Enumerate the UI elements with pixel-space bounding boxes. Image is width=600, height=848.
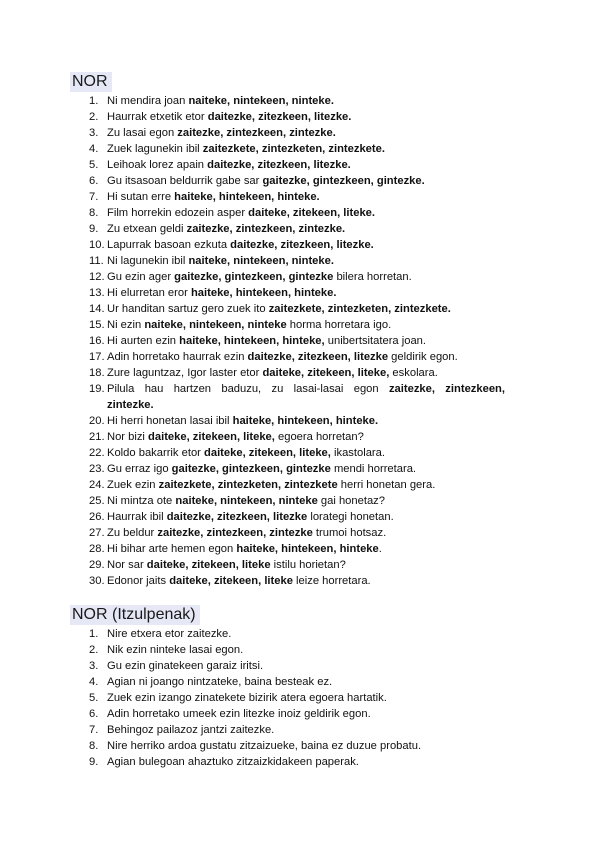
item-number: 27. [89,527,105,539]
item-text-end: unibertsitatera joan. [324,335,427,347]
item-text: Hi bihar arte hemen egon [107,543,237,555]
list-item [89,157,505,173]
item-text: Nire herriko ardoa gustatu zitzaizueke, baina ez duzue probatu. [107,740,422,752]
item-verb-forms: gaitezke, gintezkeen, gintezke. [262,175,425,187]
item-verb-forms: daiteke, zitekeen, liteke [146,559,271,571]
item-number: 26. [89,511,105,523]
item-number: 20. [89,415,105,427]
list-item [89,237,505,253]
item-number: 14. [89,303,105,315]
item-verb-forms: haiteke, hintekeen, hinteke. [232,415,379,427]
list-item [89,642,505,658]
item-number: 15. [89,319,105,331]
item-text: Behingoz pailazoz jantzi zaitezke. [107,724,275,736]
item-number: 24. [89,479,105,491]
translation-list [89,626,505,770]
list-item [89,738,505,754]
item-text: Zu beldur [107,527,158,539]
list-item-continuation [89,397,505,413]
exercise-list [89,93,505,589]
item-verb-forms: zintezke. [107,399,154,411]
item-text: Nik ezin ninteke lasai egon. [107,644,244,656]
item-text: Agian bulegoan ahaztuko zitzaizkidakeen paperak. [107,756,359,768]
list-item [89,317,505,333]
item-text: Zuek ezin izango zinatekete bizirik atera egoera hartatik. [107,692,387,704]
item-text: Hi sutan erre [107,191,175,203]
item-number: 16. [89,335,105,347]
item-text: Hi aurten ezin [107,335,180,347]
item-number: 21. [89,431,105,443]
item-text: Film horrekin edozein asper [107,207,249,219]
item-number: 9. [89,223,99,235]
list-item [89,557,505,573]
item-number: 10. [89,239,105,251]
item-text-end: horma horretara igo. [286,319,392,331]
item-number: 23. [89,463,105,475]
item-number: 6. [89,175,99,187]
list-item [89,493,505,509]
item-text-end: lorategi honetan. [307,511,394,523]
item-verb-forms: daiteke, zitekeen, liteke, [204,447,331,459]
item-text-end: trumoi hotsaz. [312,527,387,539]
item-number: 12. [89,271,105,283]
list-item [89,109,505,125]
item-verb-forms: gaitezke, gintezkeen, gintezke [171,463,331,475]
list-item [89,141,505,157]
item-text-end: mendi horretara. [330,463,417,475]
list-item [89,125,505,141]
item-verb-forms: daiteke, zitekeen, liteke. [248,207,376,219]
item-number: 4. [89,143,99,155]
list-item [89,269,505,285]
item-text: Nor bizi [107,431,149,443]
item-text: Gu erraz igo [107,463,172,475]
item-text: Ur handitan sartuz gero zuek ito [107,303,269,315]
item-verb-forms: haiteke, hintekeen, hinteke [236,543,379,555]
item-number: 3. [89,660,99,672]
list-item [89,626,505,642]
item-verb-forms: zaitezkete, zintezketen, zintezkete. [202,143,385,155]
item-verb-forms: haiteke, hintekeen, hinteke, [179,335,325,347]
item-text: Ni lagunekin ibil [107,255,189,267]
list-item [89,541,505,557]
list-item [89,333,505,349]
item-text: Zure laguntzaz, Igor laster etor [107,367,263,379]
item-text: Adin horretako umeek ezin litezke inoiz geldirik egon. [107,708,371,720]
item-verb-forms: naiteke, nintekeen, ninteke. [188,95,334,107]
item-number: 2. [89,644,99,656]
item-number: 4. [89,676,99,688]
item-verb-forms: daitezke, zitezkeen, litezke. [207,111,352,123]
item-text: Koldo bakarrik etor [107,447,205,459]
list-item [89,381,505,397]
item-text-end: leize horretara. [292,575,371,587]
item-number: 5. [89,159,99,171]
list-item [89,93,505,109]
item-verb-forms: daitezke, zitezkeen, litezke. [207,159,351,171]
item-text-end: . [378,543,382,555]
section-heading-translations: NOR (Itzulpenak) [70,605,200,625]
item-verb-forms: daiteke, zitekeen, liteke, [262,367,390,379]
item-text: Ni ezin [107,319,145,331]
item-text: Edonor jaits [107,575,170,587]
list-item [89,429,505,445]
list-item [89,658,505,674]
item-number: 1. [89,95,99,107]
item-verb-forms: gaitezke, gintezkeen, gintezke [174,271,334,283]
list-item [89,349,505,365]
item-number: 19. [89,383,105,395]
item-number: 6. [89,708,99,720]
item-text: Agian ni joango nintzateke, baina besteak ez. [107,676,333,688]
list-item [89,205,505,221]
item-number: 7. [89,191,99,203]
item-text: Nor sar [107,559,147,571]
item-text: Nire etxera etor zaitezke. [107,628,232,640]
item-text: Zuek ezin [107,479,159,491]
item-text: Pilula hau hartzen baduzu, zu lasai-lasai egon [107,383,389,395]
item-text: Adin horretako haurrak ezin [107,351,248,363]
list-item [89,301,505,317]
item-text: Ni mendira joan [107,95,189,107]
list-item [89,674,505,690]
item-text: Ni mintza ote [107,495,176,507]
item-text: Hi elurretan eror [107,287,191,299]
list-item [89,221,505,237]
item-verb-forms: naiteke, nintekeen, ninteke [144,319,287,331]
item-number: 29. [89,559,105,571]
item-text: Gu itsasoan beldurrik gabe sar [107,175,263,187]
item-text-end: istilu horietan? [270,559,346,571]
item-text: Gu ezin ager [107,271,175,283]
list-item [89,365,505,381]
item-text-end: ikastolara. [330,447,385,459]
item-number: 30. [89,575,105,587]
item-verb-forms: zaitezkete, zintezketen, zintezkete [158,479,338,491]
item-text: Leihoak lorez apain [107,159,208,171]
item-text: Zuek lagunekin ibil [107,143,203,155]
list-item [89,253,505,269]
list-item [89,690,505,706]
list-item [89,525,505,541]
item-number: 18. [89,367,105,379]
item-number: 3. [89,127,99,139]
item-text-end: bilera horretan. [333,271,412,283]
item-text-end: geldirik egon. [388,351,458,363]
item-verb-forms: haiteke, hintekeen, hinteke. [174,191,320,203]
item-verb-forms: zaitezke, zintezkeen, zintezke. [177,127,336,139]
item-number: 28. [89,543,105,555]
item-text: Gu ezin ginatekeen garaiz iritsi. [107,660,264,672]
item-text: Zu lasai egon [107,127,178,139]
list-item [89,573,505,589]
list-item [89,477,505,493]
list-item [89,722,505,738]
item-text: Zu etxean geldi [107,223,187,235]
list-item [89,189,505,205]
item-number: 8. [89,207,99,219]
item-number: 11. [89,255,104,267]
section-heading-nor: NOR [70,72,112,92]
item-verb-forms: daitezke, zitezkeen, litezke [166,511,308,523]
item-verb-forms: daiteke, zitekeen, liteke [169,575,293,587]
item-text: Lapurrak basoan ezkuta [107,239,231,251]
item-verb-forms: daitezke, zitezkeen, litezke [247,351,389,363]
item-verb-forms: haiteke, hintekeen, hinteke. [190,287,337,299]
item-number: 5. [89,692,99,704]
list-item [89,509,505,525]
list-item [89,706,505,722]
item-text: Haurrak etxetik etor [107,111,208,123]
item-number: 13. [89,287,105,299]
item-number: 17. [89,351,105,363]
list-item [89,285,505,301]
item-verb-forms: naiteke, nintekeen, ninteke [175,495,318,507]
item-number: 25. [89,495,105,507]
item-number: 7. [89,724,99,736]
list-item [89,445,505,461]
list-item [89,461,505,477]
item-text: Haurrak ibil [107,511,167,523]
item-text-end: gai honetaz? [317,495,385,507]
list-item [89,754,505,770]
list-item [89,173,505,189]
item-text-end: eskolara. [389,367,438,379]
item-number: 1. [89,628,99,640]
item-verb-forms: zaitezke, zintezkeen, zintezke [157,527,313,539]
item-text-end: egoera horretan? [274,431,364,443]
item-number: 9. [89,756,99,768]
item-number: 22. [89,447,105,459]
item-verb-forms: naiteke, nintekeen, ninteke. [188,255,334,267]
item-text: Hi herri honetan lasai ibil [107,415,233,427]
item-verb-forms: daiteke, zitekeen, liteke, [148,431,275,443]
list-item [89,413,505,429]
item-verb-forms: zaitezkete, zintezketen, zintezkete. [268,303,451,315]
item-number: 2. [89,111,99,123]
item-verb-forms: daitezke, zitezkeen, litezke. [230,239,374,251]
item-number: 8. [89,740,99,752]
item-verb-forms: zaitezke, zintezkeen, zintezke. [186,223,346,235]
item-text-end: herri honetan gera. [337,479,436,491]
item-verb-forms: zaitezke, zintezkeen, [388,383,505,395]
